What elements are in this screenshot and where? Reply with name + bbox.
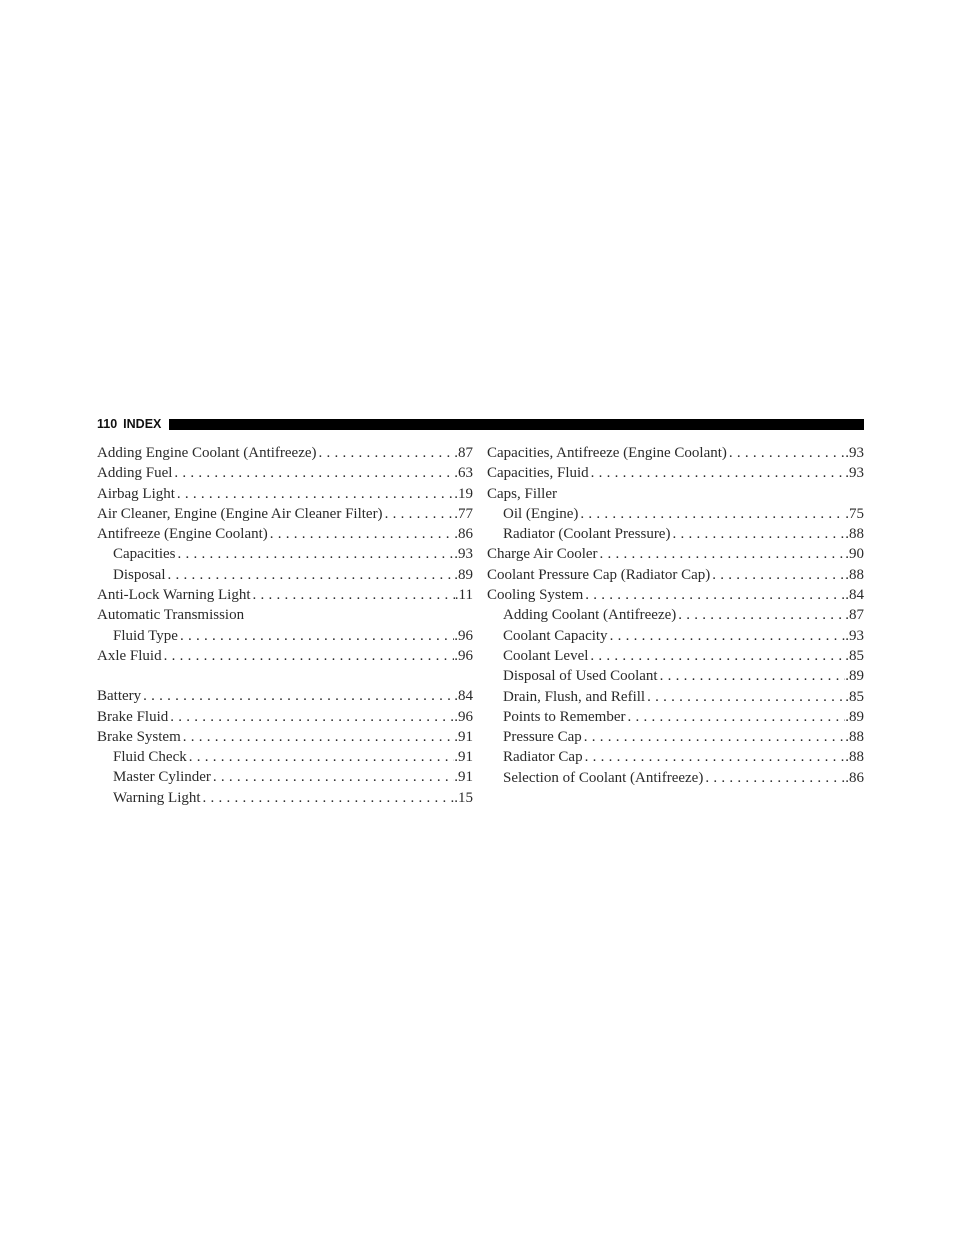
dot-leader [168,707,454,727]
index-term: Capacities, Antifreeze (Engine Coolant) [487,445,727,461]
index-page-number: .96 [454,627,473,644]
dot-leader [201,788,455,808]
index-term: Caps, Filler [487,485,557,502]
index-term: Disposal of Used Coolant [503,668,658,685]
dot-leader [187,747,455,767]
index-page-number: .88 [845,566,864,583]
index-page-number: .88 [845,526,864,543]
index-page-number: .86 [845,769,864,786]
dot-leader [141,686,454,706]
index-term: Coolant Pressure Cap (Radiator Cap) [487,566,711,583]
index-subentry [97,544,473,564]
index-page-number: .96 [454,647,473,664]
index-page-number: .93 [845,465,864,482]
index-page-number: .19 [454,485,473,502]
index-entry [97,463,473,483]
dot-leader [383,504,455,524]
index-page-number: .86 [454,526,473,543]
index-page-number: .15 [454,789,473,806]
index-page-number: .84 [454,688,473,705]
index-page-number: .84 [845,587,864,604]
index-entry [487,463,864,483]
index-subentry [97,565,473,585]
index-term: Automatic Transmission [97,607,245,624]
dot-leader [175,544,454,564]
dot-leader [626,707,846,727]
index-page-number: .91 [454,749,473,766]
index-column-left [97,443,473,808]
index-entry [97,484,473,504]
index-subentry [487,504,864,524]
index-entry [97,524,473,544]
index-subentry [97,788,473,808]
section-title: INDEX [123,417,162,431]
index-term: Capacities [113,546,176,563]
dot-leader [175,484,454,504]
index-column-right [487,443,864,788]
index-entry [97,686,473,706]
index-subentry [487,687,864,707]
index-page-number: .87 [845,607,864,624]
index-term: Warning Light [113,789,201,806]
index-page-number: .75 [845,505,864,522]
index-page-number: .88 [845,749,864,766]
dot-leader [166,565,455,585]
dot-leader [727,443,845,463]
dot-leader [608,626,846,646]
index-term: Disposal [113,566,166,583]
index-page-number: .93 [454,546,473,563]
index-entry [97,605,473,625]
dot-leader [578,504,845,524]
index-page-number: .96 [454,708,473,725]
index-term: Axle Fluid [97,647,162,664]
dot-leader [317,443,455,463]
dot-leader [181,727,455,747]
index-term: Brake Fluid [97,708,169,725]
index-subentry [487,707,864,727]
index-term: Air Cleaner, Engine (Engine Air Cleaner Filter) [97,505,383,522]
index-term: Coolant Level [503,647,589,664]
dot-leader [588,646,845,666]
index-subentry [97,767,473,787]
index-page-number: .89 [845,668,864,685]
index-entry [487,585,864,605]
dot-leader [703,768,845,788]
index-term: Fluid Check [113,749,187,766]
index-term: Brake System [97,728,181,745]
index-term: Master Cylinder [113,769,211,786]
index-page-number: .63 [454,465,473,482]
index-term: Adding Coolant (Antifreeze) [503,607,677,624]
index-page-number: .90 [845,546,864,563]
index-page-number: .89 [845,708,864,725]
dot-leader [172,463,454,483]
index-subentry [487,747,864,767]
index-term: Battery [97,688,142,705]
index-entry [97,727,473,747]
index-entry [487,544,864,564]
dot-leader [589,463,846,483]
index-subentry [487,666,864,686]
index-subentry [487,626,864,646]
index-term: Adding Fuel [97,465,173,482]
index-entry [97,707,473,727]
index-page-number: .87 [454,445,473,461]
index-entry [487,443,864,463]
index-subentry [487,646,864,666]
index-term: Anti-Lock Warning Light [97,587,251,604]
index-entry [97,585,473,605]
index-entry [97,443,473,463]
dot-leader [583,747,846,767]
index-term: Charge Air Cooler [487,546,598,563]
page-number: 110 [97,417,118,431]
index-subentry [487,524,864,544]
index-term: Adding Engine Coolant (Antifreeze) [97,445,317,461]
page-header [97,417,864,432]
index-term: Radiator Cap [503,749,583,766]
index-entry [97,646,473,666]
index-term: Capacities, Fluid [487,465,589,482]
dot-leader [598,544,846,564]
index-term: Coolant Capacity [503,627,608,644]
header-rule-bar [169,419,864,430]
dot-leader [268,524,454,544]
index-page-number: .11 [454,587,473,604]
dot-leader [162,646,455,666]
index-term: Oil (Engine) [503,505,579,522]
index-term: Points to Remember [503,708,626,725]
index-entry [487,484,864,504]
index-page-number: .77 [454,505,473,522]
index-subentry [97,747,473,767]
dot-leader [583,585,845,605]
dot-leader [211,767,454,787]
dot-leader [645,687,845,707]
dot-leader [658,666,846,686]
index-page-number: .85 [845,688,864,705]
dot-leader [710,565,845,585]
index-term: Radiator (Coolant Pressure) [503,526,671,543]
dot-leader [670,524,845,544]
index-page-number: .91 [454,728,473,745]
index-entry [487,565,864,585]
index-page-number: .91 [454,769,473,786]
index-subentry [487,727,864,747]
index-term: Pressure Cap [503,729,582,746]
dot-leader [178,626,454,646]
dot-leader [676,605,845,625]
index-subentry [487,768,864,788]
index-page-number: .89 [454,566,473,583]
index-page-number: .93 [845,627,864,644]
dot-leader [582,727,846,747]
index-term: Airbag Light [97,485,175,502]
index-subentry [487,605,864,625]
index-term: Cooling System [487,587,584,604]
index-term: Fluid Type [113,627,178,644]
index-page-number: .85 [845,647,864,664]
index-subentry [97,626,473,646]
index-page-number: .88 [845,729,864,746]
index-entry [97,504,473,524]
dot-leader [251,585,455,605]
index-term: Antifreeze (Engine Coolant) [97,526,268,543]
index-term: Drain, Flush, and Refill [503,688,646,705]
index-term: Selection of Coolant (Antifreeze) [503,769,704,786]
index-page-number: .93 [845,445,864,461]
